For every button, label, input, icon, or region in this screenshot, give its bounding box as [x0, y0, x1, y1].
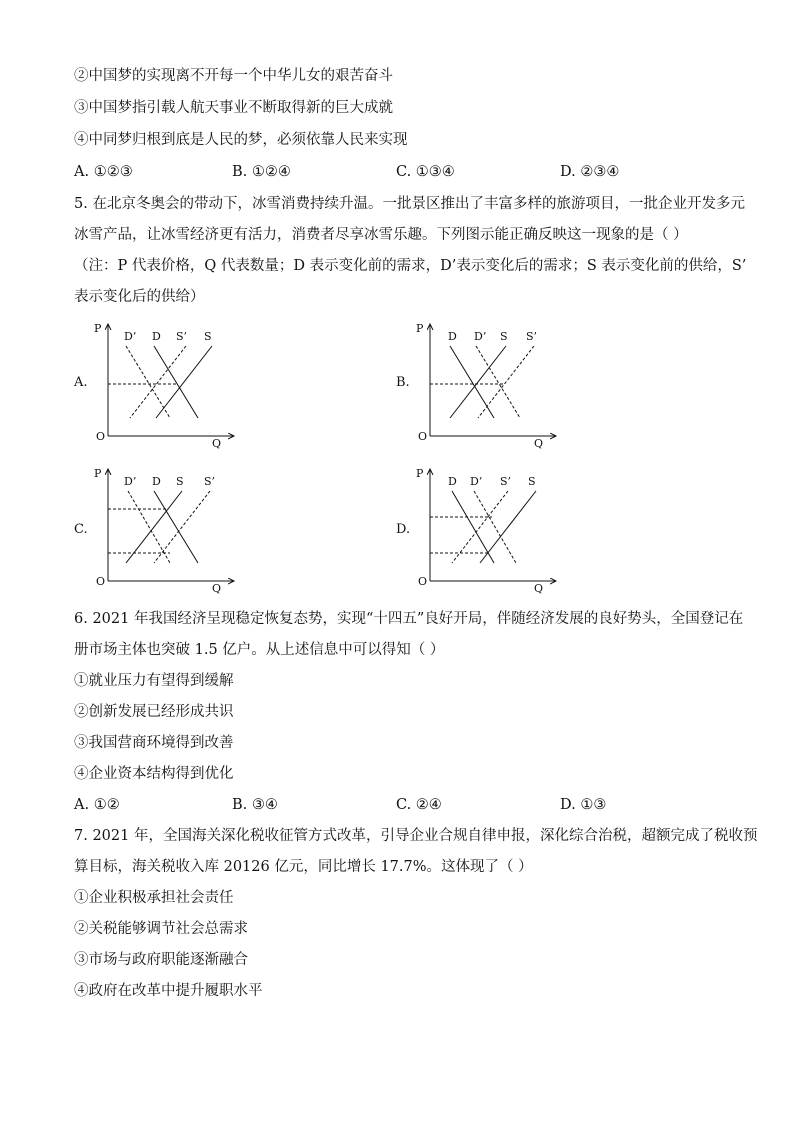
graph-d: [412, 465, 562, 593]
q6-stem-line-2: 册市场主体也突破 1.5 亿户。从上述信息中可以得知（ ）: [74, 642, 445, 658]
graph-d-label-s: S: [528, 475, 536, 488]
graph-a-label-d: D: [152, 330, 161, 343]
q5-stem-line-4: 表示变化后的供给）: [74, 289, 205, 305]
graph-d-label-d: D: [448, 475, 457, 488]
graph-a-label-s: S: [204, 330, 212, 343]
graph-a-label-d-prime: D’: [124, 330, 137, 343]
graph-a-d-line: [154, 346, 198, 418]
q7-item-3: ③市场与政府职能逐渐融合: [74, 952, 248, 968]
graph-b-p-label: P: [416, 322, 424, 335]
graph-b-d-line: [450, 346, 494, 418]
q4-option-a: A. ①②③: [74, 164, 133, 180]
graph-d-label-d-prime: D’: [470, 475, 483, 488]
q7-item-2: ②关税能够调节社会总需求: [74, 921, 248, 937]
graph-b-origin: O: [418, 430, 428, 443]
graph-c-p-label: P: [94, 467, 102, 480]
q7-item-1: ①企业积极承担社会责任: [74, 890, 234, 906]
q5-stem-line-3: （注：P 代表价格，Q 代表数量；D 表示变化前的需求，D’表示变化后的需求；S 表示变化前的供给，S’: [74, 258, 747, 274]
graph-a-origin: O: [96, 430, 106, 443]
graph-c-s-prime-line: [154, 491, 210, 563]
q6-item-1: ①就业压力有望得到缓解: [74, 673, 234, 689]
graph-b-label-s: S: [500, 330, 508, 343]
graph-b-label-d-prime: D’: [474, 330, 487, 343]
graph-a-label-s-prime: S’: [176, 330, 188, 343]
q6-item-4: ④企业资本结构得到优化: [74, 766, 234, 782]
graph-a-s-prime-line: [130, 346, 186, 418]
graph-c-label-s-prime: S’: [204, 475, 216, 488]
q4-item-2: ②中国梦的实现离不开每一个中华儿女的艰苦奋斗: [74, 68, 393, 84]
q7-item-4: ④政府在改革中提升履职水平: [74, 983, 263, 999]
q6-option-b: B. ③④: [232, 797, 278, 813]
graph-d-origin: O: [418, 575, 428, 588]
graph-d-d-line: [452, 491, 494, 563]
graph-c-label-d: D: [152, 475, 161, 488]
graph-d-letter: D.: [396, 522, 411, 537]
q6-option-d: D. ①③: [560, 797, 607, 813]
q7-stem-line-1: 7. 2021 年，全国海关深化税收征管方式改革，引导企业合规自律申报，深化综合治税，超额完成了税收预: [74, 828, 758, 844]
graph-a: [90, 320, 240, 448]
q5-stem-line-2: 冰雪产品，让冰雪经济更有活力，消费者尽享冰雪乐趣。下列图示能正确反映这一现象的是（ ）: [74, 227, 688, 243]
q4-item-4: ④中同梦归根到底是人民的梦，必须依靠人民来实现: [74, 132, 408, 148]
graph-c-letter: C.: [74, 522, 88, 537]
q4-item-3: ③中国梦指引载人航天事业不断取得新的巨大成就: [74, 100, 393, 116]
q5-stem-line-1: 5. 在北京冬奥会的带动下，冰雪消费持续升温。一批景区推出了丰富多样的旅游项目，一批企业开发多元: [74, 196, 745, 212]
graph-c-origin: O: [96, 575, 106, 588]
graph-a-letter: A.: [74, 375, 88, 390]
graph-d-p-label: P: [416, 467, 424, 480]
graph-b-label-s-prime: S’: [526, 330, 538, 343]
q4-option-b: B. ①②④: [232, 164, 291, 180]
q6-option-c: C. ②④: [396, 797, 442, 813]
graph-c-label-d-prime: D’: [124, 475, 137, 488]
graph-a-s-line: [156, 346, 212, 418]
graph-d-label-s-prime: S’: [500, 475, 512, 488]
graph-c: [90, 465, 240, 593]
graph-b-s-prime-line: [478, 346, 534, 418]
q4-option-c: C. ①③④: [396, 164, 455, 180]
graph-a-q-label: Q: [212, 437, 222, 450]
graph-d-q-label: Q: [534, 582, 544, 595]
q6-item-3: ③我国营商环境得到改善: [74, 735, 234, 751]
graph-a-d-prime-line: [126, 346, 170, 418]
graph-a-p-label: P: [94, 322, 102, 335]
q7-stem-line-2: 算目标，海关税收入库 20126 亿元，同比增长 17.7%。这体现了（ ）: [74, 859, 533, 875]
graph-c-label-s: S: [176, 475, 184, 488]
q4-option-d: D. ②③④: [560, 164, 620, 180]
q6-item-2: ②创新发展已经形成共识: [74, 704, 234, 720]
graph-b-letter: B.: [396, 375, 410, 390]
q6-stem-line-1: 6. 2021 年我国经济呈现稳定恢复态势，实现“十四五”良好开局，伴随经济发展的良好势头，全国登记在: [74, 611, 744, 627]
graph-b: [412, 320, 562, 448]
graph-b-label-d: D: [448, 330, 457, 343]
graph-d-s-line: [480, 491, 536, 563]
graph-c-q-label: Q: [212, 582, 222, 595]
graph-c-d-line: [154, 491, 198, 563]
graph-b-q-label: Q: [534, 437, 544, 450]
q6-option-a: A. ①②: [74, 797, 120, 813]
